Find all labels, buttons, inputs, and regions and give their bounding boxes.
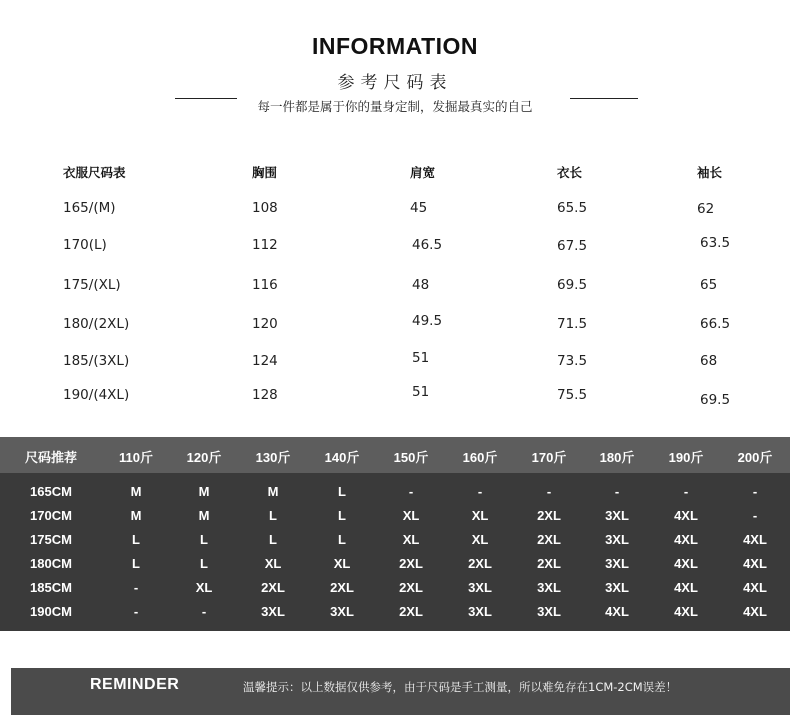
reminder-text: 温馨提示：以上数据仅供参考，由于尺码是手工测量，所以难免存在1CM-2CM误差！ [243,680,678,694]
garment-measure-cell: 68 [700,353,718,369]
garment-measure-cell: 67.5 [557,238,588,254]
recommended-size-cell: L [338,508,346,523]
height-label-cell: 185CM [30,580,72,595]
reminder-title: REMINDER [90,676,180,693]
recommended-size-cell: L [338,484,346,499]
recommended-size-cell: XL [471,532,489,547]
page-title: INFORMATION [311,33,479,59]
recommended-size-cell: M [130,484,142,499]
recommended-size-cell: 3XL [261,604,285,619]
recommended-size-cell: - [477,484,483,499]
recommended-size-cell: 4XL [743,532,767,547]
recommended-size-cell: - [133,580,139,595]
garment-size-label: 185/(3XL) [63,353,130,369]
recommended-size-cell: 3XL [605,556,629,571]
garment-size-label: 190/(4XL) [63,387,130,403]
garment-size-label: 175/(XL) [63,277,121,293]
recommended-size-cell: - [546,484,552,499]
recommended-size-cell: L [338,532,346,547]
garment-size-label: 180/(2XL) [63,316,130,332]
garment-header-cell: 肩宽 [410,165,436,180]
recommended-size-cell: L [269,532,277,547]
garment-measure-cell: 124 [252,353,278,369]
recommended-size-cell: 3XL [537,604,561,619]
height-label-cell: 165CM [30,484,72,499]
garment-measure-cell: 120 [252,316,278,332]
weight-header-cell: 150斤 [393,450,429,465]
recommended-size-cell: 2XL [261,580,285,595]
recommended-size-cell: 2XL [537,508,561,523]
garment-measure-cell: 75.5 [557,387,588,403]
garment-measure-cell: 45 [410,200,428,216]
recommended-size-cell: 4XL [674,508,698,523]
garment-measure-cell: 71.5 [557,316,588,332]
height-label-cell: 180CM [30,556,72,571]
recommended-size-cell: - [752,484,758,499]
recommended-size-cell: - [614,484,620,499]
recommended-size-cell: 4XL [743,580,767,595]
recommended-size-cell: 3XL [468,604,492,619]
recommended-size-cell: 4XL [743,556,767,571]
weight-header-cell: 130斤 [255,450,291,465]
garment-measure-cell: 112 [252,237,278,253]
weight-header-cell: 160斤 [462,450,498,465]
recommended-size-cell: 3XL [605,508,629,523]
recommended-size-cell: 2XL [537,556,561,571]
recommended-size-cell: 4XL [674,556,698,571]
page-tagline: 每一件都是属于你的量身定制，发掘最真实的自己 [257,99,533,114]
garment-header-cell: 衣长 [557,165,583,180]
recommended-size-cell: - [683,484,689,499]
recommended-size-cell: 2XL [399,604,423,619]
recommended-size-cell: L [132,532,140,547]
garment-header-cell: 胸围 [252,165,278,180]
reminder-banner [11,668,790,715]
recommended-size-cell: M [198,484,210,499]
height-label-cell: 190CM [30,604,72,619]
recommended-size-cell: L [269,508,277,523]
recommended-size-cell: L [200,532,208,547]
recommended-size-cell: 3XL [330,604,354,619]
recommended-size-cell: 3XL [605,580,629,595]
recommended-size-cell: 2XL [399,580,423,595]
garment-measure-cell: 69.5 [557,277,588,293]
recommended-size-cell: - [133,604,139,619]
recommended-size-cell: - [408,484,414,499]
garment-header-cell: 衣服尺码表 [63,165,126,180]
recommended-size-cell: XL [402,532,420,547]
weight-header-cell: 120斤 [186,450,222,465]
recommended-size-cell: 4XL [674,604,698,619]
garment-measure-cell: 128 [252,387,278,403]
garment-measure-cell: 65 [700,277,718,293]
recommended-size-cell: 4XL [674,580,698,595]
garment-measure-cell: 51 [412,384,430,400]
garment-measure-cell: 51 [412,350,430,366]
garment-measure-cell: 49.5 [412,313,443,329]
recommended-size-cell: 2XL [330,580,354,595]
garment-measure-cell: 63.5 [700,235,731,251]
weight-header-cell: 180斤 [599,450,635,465]
garment-measure-cell: 73.5 [557,353,588,369]
recommended-size-cell: - [752,508,758,523]
recommended-size-cell: - [201,604,207,619]
garment-header-cell: 袖长 [697,165,723,180]
recommended-size-cell: 2XL [399,556,423,571]
recommended-size-cell: 2XL [537,532,561,547]
recommended-size-cell: M [267,484,279,499]
recommended-size-cell: 3XL [537,580,561,595]
garment-measure-cell: 69.5 [700,392,731,408]
recommended-size-cell: 4XL [605,604,629,619]
recommended-size-cell: 3XL [605,532,629,547]
weight-header-cell: 200斤 [737,450,773,465]
recommended-size-cell: M [130,508,142,523]
garment-measure-cell: 48 [412,277,430,293]
recommended-size-cell: XL [402,508,420,523]
weight-header-cell: 170斤 [531,450,567,465]
garment-size-label: 165/(M) [63,200,116,216]
recommended-size-cell: XL [195,580,213,595]
garment-measure-cell: 66.5 [700,316,731,332]
recommended-size-cell: 4XL [743,604,767,619]
recommended-size-cell: 4XL [674,532,698,547]
recommendation-corner-label: 尺码推荐 [24,450,77,465]
garment-measure-cell: 116 [252,277,278,293]
height-label-cell: 170CM [30,508,72,523]
recommended-size-cell: 2XL [468,556,492,571]
weight-header-cell: 110斤 [119,450,153,465]
recommended-size-cell: L [132,556,140,571]
recommended-size-cell: XL [333,556,351,571]
page-subtitle: 参考尺码表 [337,73,453,93]
weight-header-cell: 190斤 [668,450,704,465]
recommended-size-cell: 3XL [468,580,492,595]
height-label-cell: 175CM [30,532,72,547]
weight-header-cell: 140斤 [324,450,360,465]
recommended-size-cell: L [200,556,208,571]
garment-measure-cell: 62 [697,201,715,217]
recommended-size-cell: XL [471,508,489,523]
recommended-size-cell: XL [264,556,282,571]
garment-measure-cell: 65.5 [557,200,588,216]
size-recommendation-table [0,437,790,631]
garment-size-label: 170(L) [63,237,107,253]
garment-measure-cell: 46.5 [412,237,443,253]
recommended-size-cell: M [198,508,210,523]
garment-measure-cell: 108 [252,200,278,216]
